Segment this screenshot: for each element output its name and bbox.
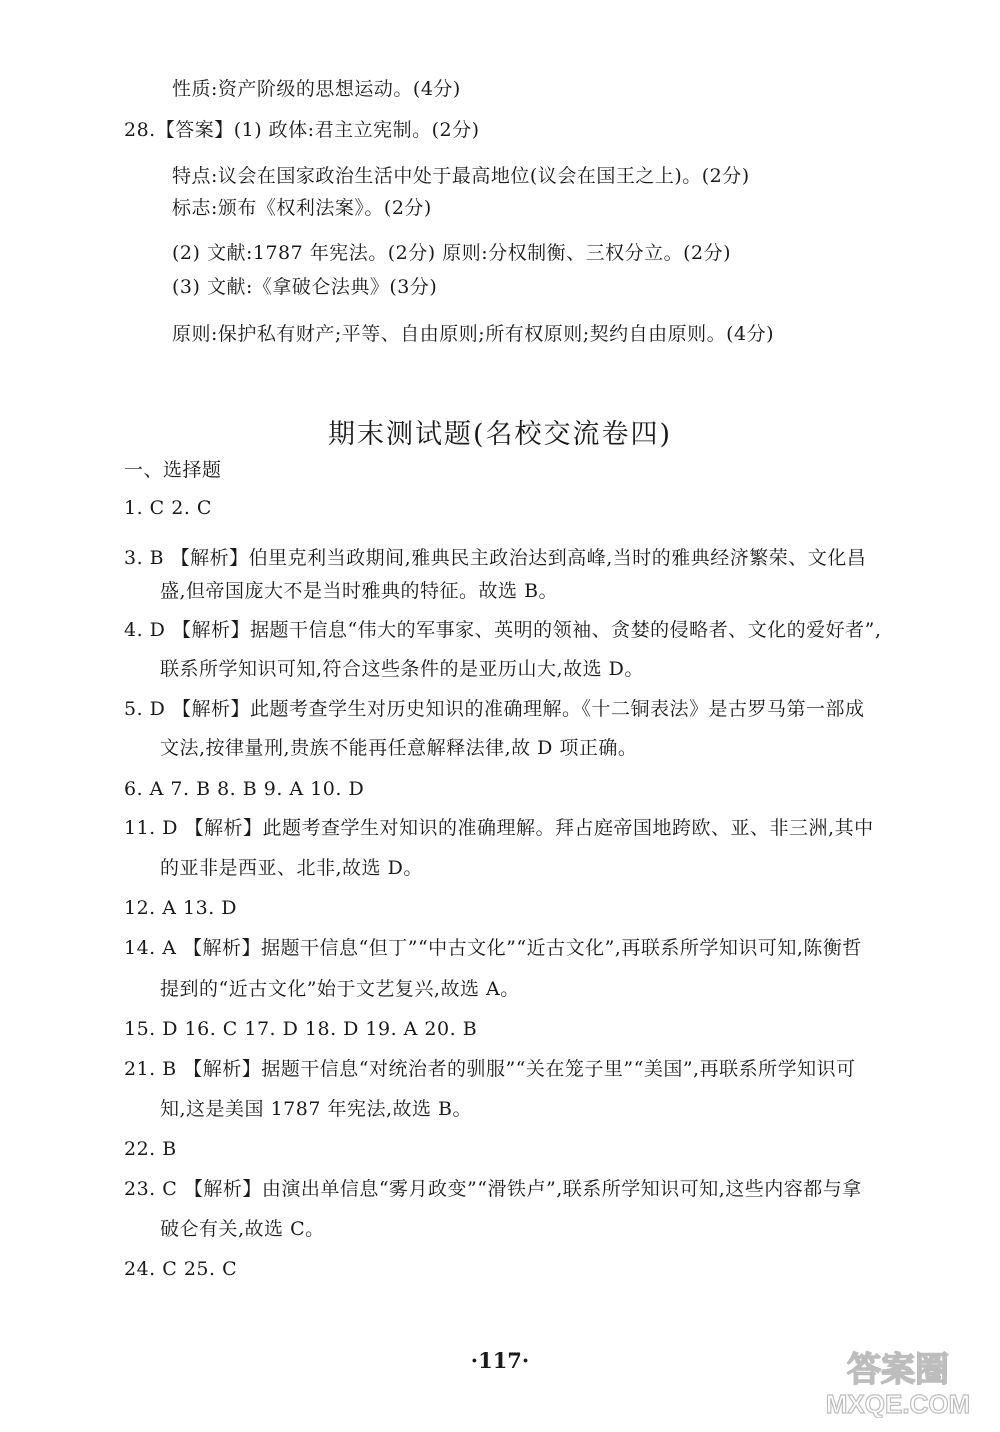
section-title: 期末测试题(名校交流卷四) <box>327 419 673 450</box>
section-heading: 一、选择题 <box>124 459 222 481</box>
nature-line: 性质:资产阶级的思想运动。(4分) <box>172 78 461 100</box>
q4-line1: 4. D 【解析】据题干信息“伟大的军事家、英明的领袖、贪婪的侵略者、文化的爱好者”, <box>124 619 882 641</box>
answers-1-2: 1. C 2. C <box>124 497 212 519</box>
q11-line2: 的亚非是西亚、北非,故选 D。 <box>160 857 423 879</box>
q28-part2: (2) 文献:1787 年宪法。(2分) 原则:分权制衡、三权分立。(2分) <box>172 242 732 264</box>
page-number: ·117· <box>470 1348 530 1373</box>
q14-line2: 提到的“近古文化”始于文艺复兴,故选 A。 <box>160 978 520 1000</box>
q11-line1: 11. D 【解析】此题考查学生对知识的准确理解。拜占庭帝国地跨欧、亚、非三洲,其中 <box>124 817 874 839</box>
answers-15-20: 15. D 16. C 17. D 18. D 19. A 20. B <box>124 1018 478 1040</box>
watermark-logo-text: 答案圈 <box>847 1351 949 1389</box>
q14-line1: 14. A 【解析】据题干信息“但丁”“中古文化”“近古文化”,再联系所学知识可知,陈衡哲 <box>124 937 862 959</box>
q5-line1: 5. D 【解析】此题考查学生对历史知识的准确理解。《十二铜表法》是古罗马第一部成 <box>124 698 865 720</box>
q23-line2: 破仑有关,故选 C。 <box>160 1218 325 1240</box>
q4-line2: 联系所学知识可知,符合这些条件的是亚历山大,故选 D。 <box>160 658 644 680</box>
q3-line2: 盛,但帝国庞大不是当时雅典的特征。故选 B。 <box>160 580 559 602</box>
q28-sign: 标志:颁布《权利法案》。(2分) <box>172 197 432 219</box>
q5-line2: 文法,按律量刑,贵族不能再任意解释法律,故 D 项正确。 <box>160 737 638 759</box>
q23-line1: 23. C 【解析】由演出单信息“雾月政变”“滑铁卢”,联系所学知识可知,这些内容都与拿 <box>124 1178 862 1200</box>
q21-line2: 知,这是美国 1787 年宪法,故选 B。 <box>160 1098 473 1120</box>
watermark-logo-icon <box>808 1343 988 1418</box>
q3-line1: 3. B 【解析】伯里克利当政期间,雅典民主政治达到高峰,当时的雅典经济繁荣、文化昌 <box>124 547 867 569</box>
q28-answer: 28.【答案】(1) 政体:君主立宪制。(2分) <box>124 119 480 141</box>
answers-12-13: 12. A 13. D <box>124 897 238 919</box>
q28-principle: 原则:保护私有财产;平等、自由原则;所有权原则;契约自由原则。(4分) <box>172 323 775 345</box>
q21-line1: 21. B 【解析】据题干信息“对统治者的驯服”“关在笼子里”“美国”,再联系所学知识可 <box>124 1058 856 1080</box>
watermark-site-text: MXQE.COM <box>825 1389 971 1418</box>
watermark-logo <box>808 1343 988 1418</box>
q28-feature: 特点:议会在国家政治生活中处于最高地位(议会在国王之上)。(2分) <box>172 165 750 187</box>
answers-6-10: 6. A 7. B 8. B 9. A 10. D <box>124 778 365 800</box>
q28-part3: (3) 文献:《拿破仑法典》(3分) <box>172 276 438 298</box>
answers-24-25: 24. C 25. C <box>124 1258 238 1280</box>
answer-22: 22. B <box>124 1138 177 1160</box>
